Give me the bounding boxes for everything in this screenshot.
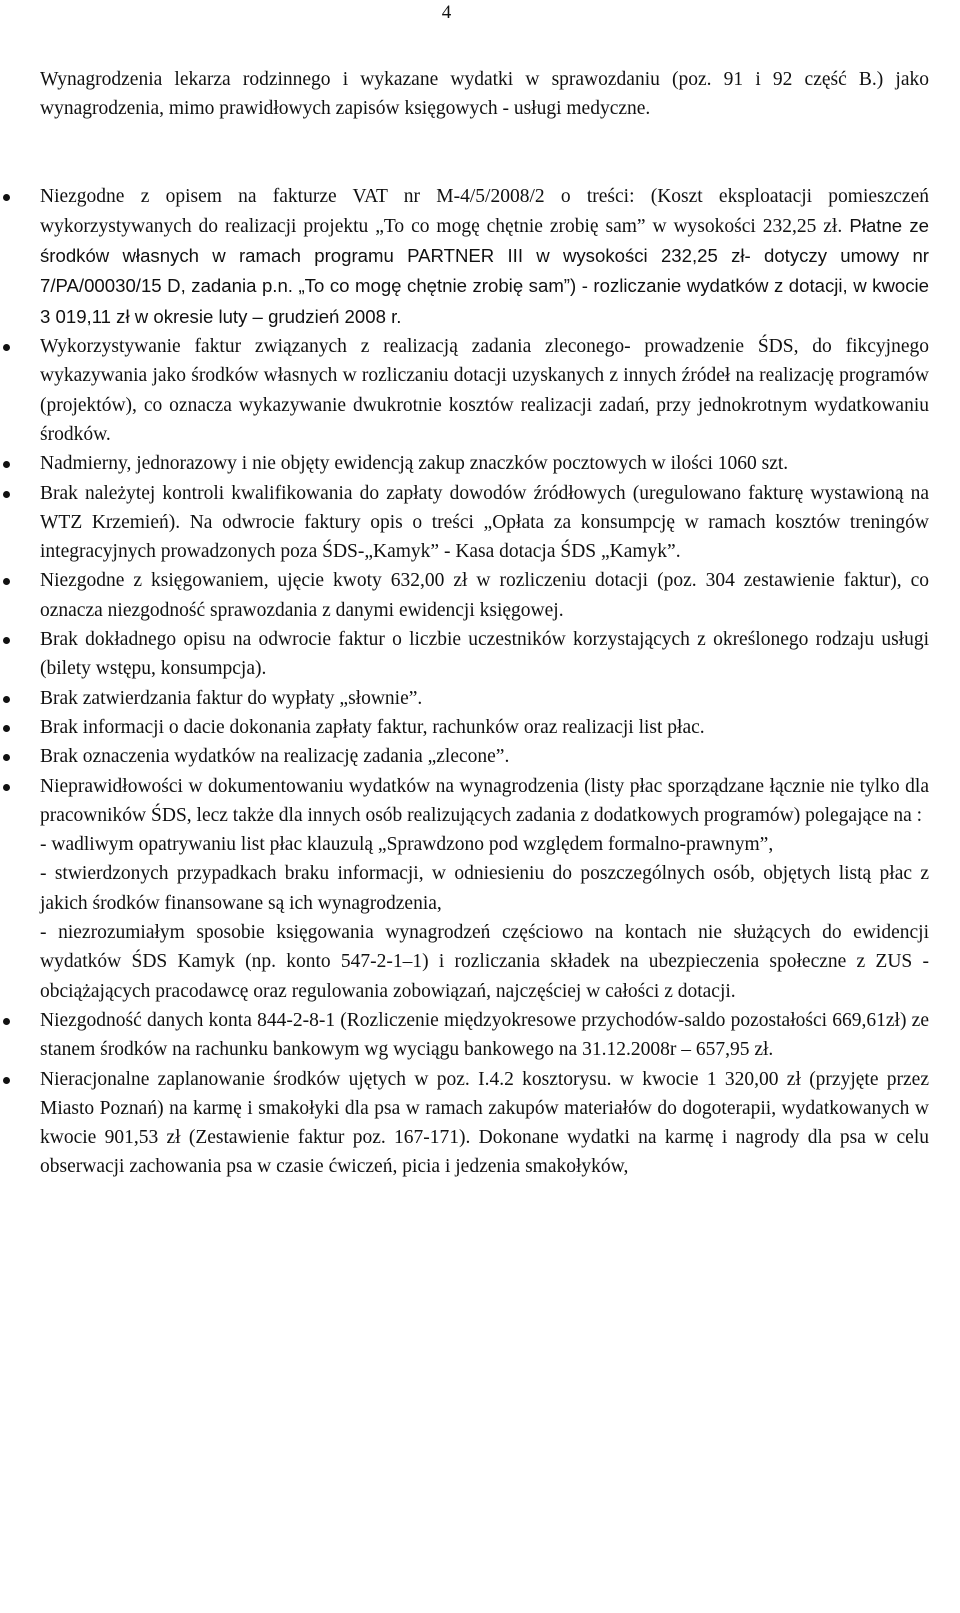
- bullet-icon: [3, 491, 10, 498]
- list-item-text: Nadmierny, jednorazowy i nie objęty ewidencją zakup znaczków pocztowych w ilości 1060 szt.: [40, 453, 789, 475]
- page-number: 4: [441, 2, 452, 23]
- intro-paragraph: Wynagrodzenia lekarza rodzinnego i wykazane wydatki w sprawozdaniu (poz. 91 i 92 część B.) jako wynagrodzenia, mimo prawidłowych zapisów księgowych - usługi medyczne.: [40, 69, 929, 120]
- list-item-text: Brak zatwierdzania faktur do wypłaty „słownie”.: [40, 687, 423, 709]
- list-item-text: Nieracjonalne zaplanowanie środków ujętych w poz. I.4.2 kosztorysu. w kwocie 1 320,00 zł (przyjęte przez Miasto Poznań) na karmę i smakołyki dla psa w ramach zakupów materiałów do dogoterapii, wydatkowanych w kwocie 901,53 zł (Zestawienie faktur poz. 167-171). Dokonane wydatki na karmę i nagrody dla psa w celu obserwacji zachowania psa w czasie ćwiczeń, picia i jedzenia smakołyków,: [40, 1068, 929, 1178]
- bullet-icon: [3, 194, 10, 201]
- list-item-text: Brak oznaczenia wydatków na realizację zadania „zlecone”.: [40, 746, 510, 768]
- sub-point: - niezrozumiałym sposobie księgowania wynagrodzeń częściowo na kontach nie służących do ewidencji wydatków ŚDS Kamyk (np. konto 547-2-1–1) i rozliczania składek na ubezpieczenia społeczne z ZUS - obciążających pracodawcę oraz regulowania zobowiązań, najczęściej w całości z dotacji.: [40, 922, 929, 1002]
- sub-point: - wadliwym opatrywaniu list płac klauzulą „Sprawdzono pod względem formalno-prawnym”,: [40, 834, 774, 856]
- list-item: [40, 742, 929, 771]
- bullet-icon: [3, 578, 10, 585]
- list-item: [40, 1065, 929, 1182]
- list-item: [40, 625, 929, 684]
- list-item: [40, 332, 929, 449]
- list-item-text: Wykorzystywanie faktur związanych z realizacją zadania zleconego- prowadzenie ŚDS, do fikcyjnego wykazywania jako środków własnych w rozliczaniu dotacji uzyskanych z innych źródeł na realizację programów (projektów), co oznacza wykazywanie dwukrotnie kosztów realizacji zadań, przy jednokrotnym wydatkowaniu środków.: [40, 336, 929, 445]
- list-item-text: Nieprawidłowości w dokumentowaniu wydatków na wynagrodzenia (listy płac sporządzane łącznie nie tylko dla pracowników ŚDS, lecz także dla innych osób realizujących zadania z dodatkowych programów) polegające na :: [40, 775, 929, 826]
- list-item-text: Brak należytej kontroli kwalifikowania do zapłaty dowodów źródłowych (uregulowano fakturę wystawioną na WTZ Krzemień). Na odwrocie faktury opis o treści „Opłata za konsumpcję w ramach kosztów treningów integracyjnych prowadzonych poza ŚDS-„Kamyk” - Kasa dotacja ŚDS „Kamyk”.: [40, 482, 929, 563]
- findings-list: [40, 182, 929, 1182]
- bullet-icon: [3, 1018, 10, 1025]
- list-item-text: Niezgodność danych konta 844-2-8-1 (Rozliczenie międzyokresowe przychodów-saldo pozostałości 669,61zł) ze stanem środków na rachunku bankowym wg wyciągu bankowego na 31.12.2008r – 657,95 zł.: [40, 1009, 929, 1061]
- list-item: [40, 684, 929, 713]
- list-item: [40, 566, 929, 625]
- list-item-text: Niezgodne z opisem na fakturze VAT nr M-4/5/2008/2 o treści: (Koszt eksploatacji pomieszczeń wykorzystywanych do realizacji projektu „To co mogę chętnie zrobię sam” w wysokości 232,25 zł.: [40, 185, 929, 237]
- list-item: [40, 713, 929, 742]
- bullet-icon: [3, 637, 10, 644]
- bullet-icon: [3, 344, 10, 351]
- list-item-text-sans: Płatne ze środków własnych w ramach programu PARTNER III w wysokości 232,25 zł- dotyczy umowy nr 7/PA/00030/15 D, zadania p.n. „To co mogę chętnie zrobię sam”) - rozliczanie wydatków z dotacji, w kwocie 3 019,11 zł w okresie luty – grudzień 2008 r.: [40, 214, 929, 327]
- list-item-text: Niezgodne z księgowaniem, ujęcie kwoty 632,00 zł w rozliczeniu dotacji (poz. 304 zestawienie faktur), co oznacza niezgodność sprawozdania z danymi ewidencji księgowej.: [40, 570, 929, 621]
- list-item: [40, 772, 929, 1006]
- list-item: [40, 182, 929, 332]
- bullet-icon: [3, 754, 10, 761]
- list-item-text: Brak informacji o dacie dokonania zapłaty faktur, rachunków oraz realizacji list płac.: [40, 716, 705, 738]
- bullet-icon: [3, 696, 10, 703]
- bullet-icon: [3, 1077, 10, 1084]
- list-item: [40, 1006, 929, 1065]
- bullet-icon: [3, 725, 10, 732]
- list-item-text: Brak dokładnego opisu na odwrocie faktur o liczbie uczestników korzystających z określonego rodzaju usługi (bilety wstępu, konsumpcja).: [40, 629, 929, 680]
- sub-point: - stwierdzonych przypadkach braku informacji, w odniesieniu do poszczególnych osób, objętych listą płac z jakich środków finansowane są ich wynagrodzenia,: [40, 863, 929, 914]
- list-item: [40, 449, 929, 478]
- bullet-icon: [3, 784, 10, 791]
- document-body: [40, 65, 929, 1182]
- bullet-icon: [3, 461, 10, 468]
- list-item: [40, 479, 929, 567]
